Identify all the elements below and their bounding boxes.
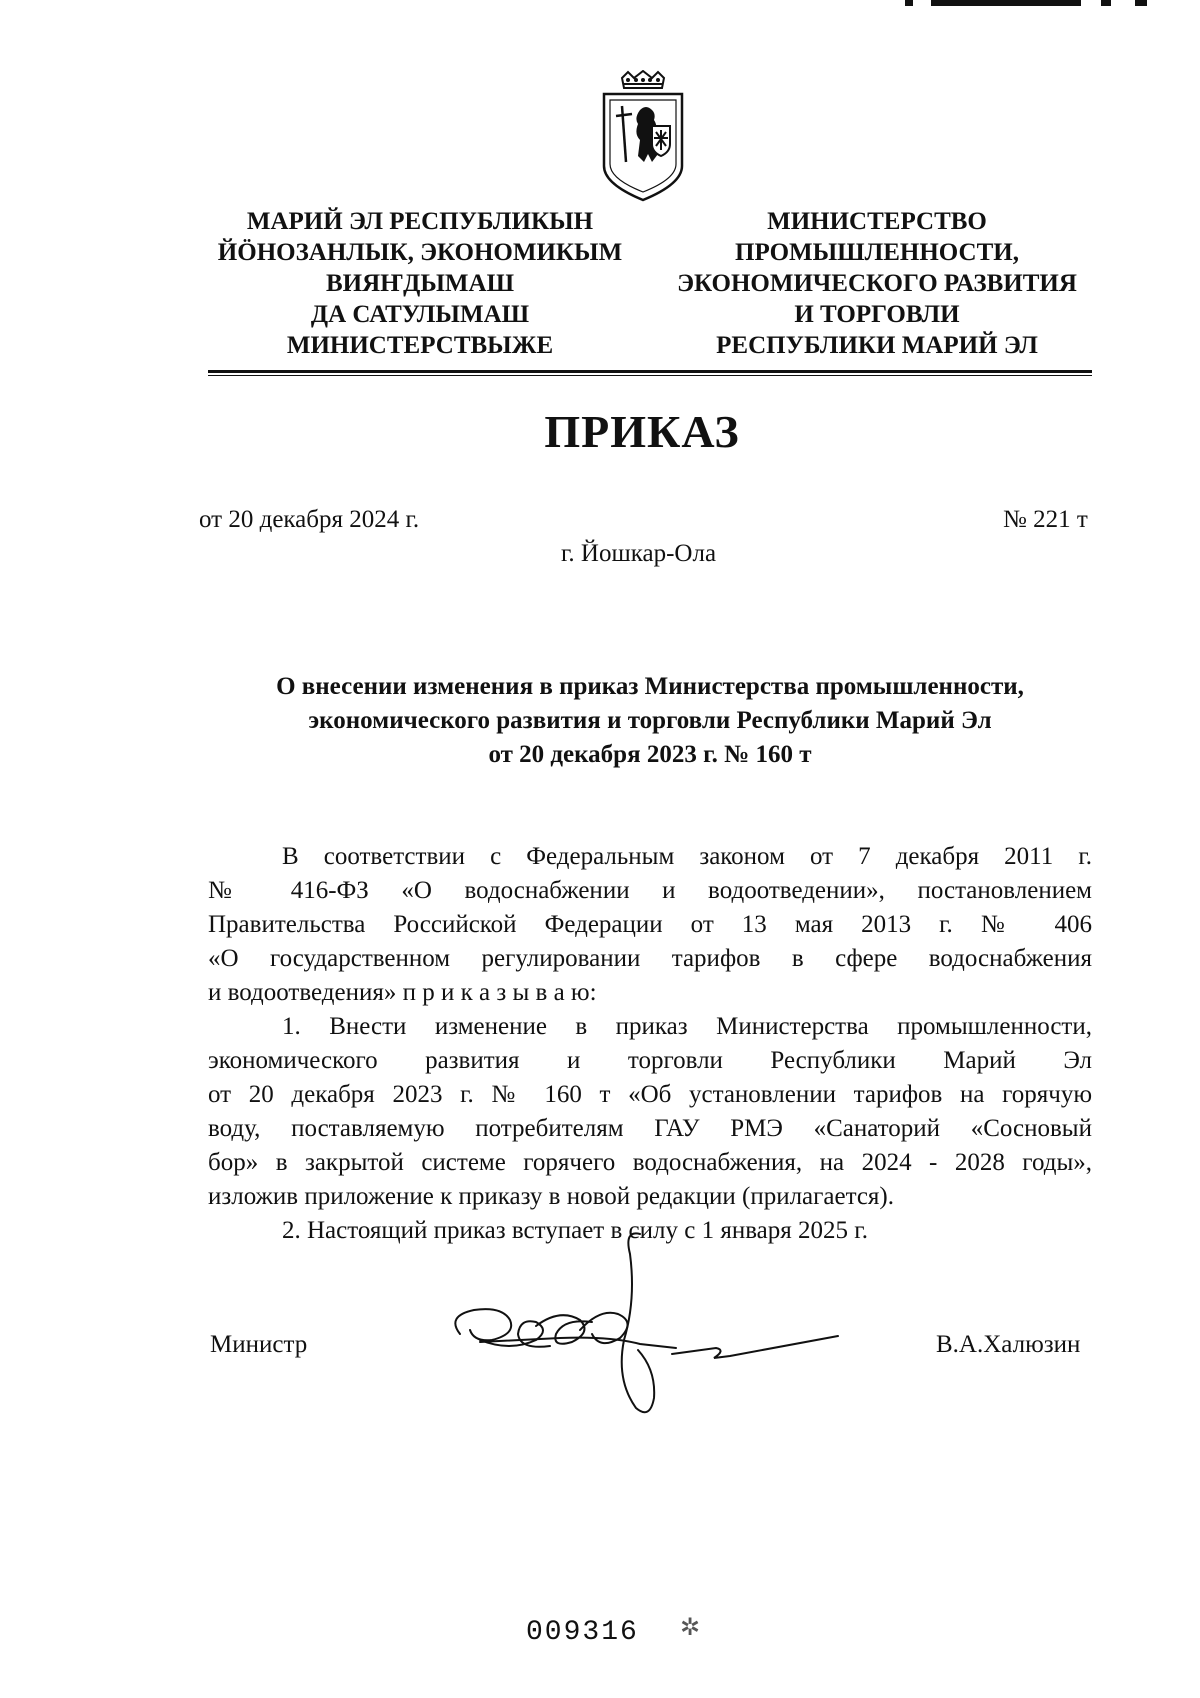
- signatory-name: В.А.Халюзин: [936, 1331, 1081, 1358]
- signatory-role: Министр: [210, 1331, 308, 1358]
- header-divider-thick: [208, 370, 1092, 373]
- subject-line: О внесении изменения в приказ Министерства промышленности,: [276, 673, 1024, 700]
- org-line: МАРИЙ ЭЛ РЕСПУБЛИКЫН: [246, 208, 594, 235]
- body-line: В соответствии с Федеральным законом от 7 декабря 2011 г.: [282, 843, 1092, 870]
- handwritten-signature: [440, 1230, 900, 1420]
- body-line: бор» в закрытой системе горячего водоснабжения, на 2024 - 2028 годы»,: [208, 1149, 1092, 1176]
- body-line: экономического развития и торговли Республики Марий Эл: [208, 1047, 1092, 1074]
- serial-mark-icon: ✲: [680, 1615, 701, 1641]
- scan-artifact: [905, 0, 1165, 6]
- subject-line: от 20 декабря 2023 г. № 160 т: [488, 741, 812, 768]
- body-line: и водоотведения» п р и к а з ы в а ю:: [208, 979, 597, 1006]
- org-line: И ТОРГОВЛИ: [794, 301, 960, 328]
- org-line: ЭКОНОМИЧЕСКОГО РАЗВИТИЯ: [677, 270, 1077, 297]
- document-date: от 20 декабря 2024 г.: [199, 506, 420, 533]
- org-line: ПРОМЫШЛЕННОСТИ,: [735, 239, 1019, 266]
- document-number: № 221 т: [1003, 506, 1088, 533]
- body-line: «О государственном регулировании тарифов в сфере водоснабжения: [208, 945, 1092, 972]
- body-line: № 416-ФЗ «О водоснабжении и водоотведении», постановлением: [208, 877, 1092, 904]
- org-name-russian: [662, 206, 1092, 361]
- org-line: МИНИСТЕРСТВО: [767, 208, 987, 235]
- body-line: изложив приложение к приказу в новой редакции (прилагается).: [208, 1183, 894, 1210]
- body-line: 1. Внести изменение в приказ Министерства промышленности,: [282, 1013, 1092, 1040]
- body-line: 2. Настоящий приказ вступает в силу с 1 января 2025 г.: [282, 1217, 868, 1244]
- header-divider-thin: [208, 375, 1092, 376]
- org-line: МИНИСТЕРСТВЫЖЕ: [286, 332, 554, 359]
- body-line: от 20 декабря 2023 г. № 160 т «Об установлении тарифов на горячую: [208, 1081, 1092, 1108]
- body-line: воду, поставляемую потребителям ГАУ РМЭ «Санаторий «Сосновый: [208, 1115, 1092, 1142]
- document-subject: [180, 670, 1120, 772]
- document-body: [208, 840, 1092, 1248]
- org-line: ЙÖНОЗАНЛЫК, ЭКОНОМИКЫМ: [217, 239, 623, 266]
- document-city: г. Йошкар-Ола: [561, 540, 717, 567]
- form-serial-number: 009316: [526, 1617, 639, 1648]
- org-line: ДА САТУЛЫМАШ: [310, 301, 530, 328]
- org-line: РЕСПУБЛИКИ МАРИЙ ЭЛ: [716, 332, 1038, 359]
- document-title: ПРИКАЗ: [544, 406, 740, 457]
- body-line: Правительства Российской Федерации от 13 мая 2013 г. № 406: [208, 911, 1092, 938]
- subject-line: экономического развития и торговли Республики Марий Эл: [308, 707, 992, 734]
- org-line: ВИЯҤДЫМАШ: [325, 270, 515, 297]
- coat-of-arms-icon: [600, 70, 686, 204]
- org-name-mari: [180, 206, 660, 361]
